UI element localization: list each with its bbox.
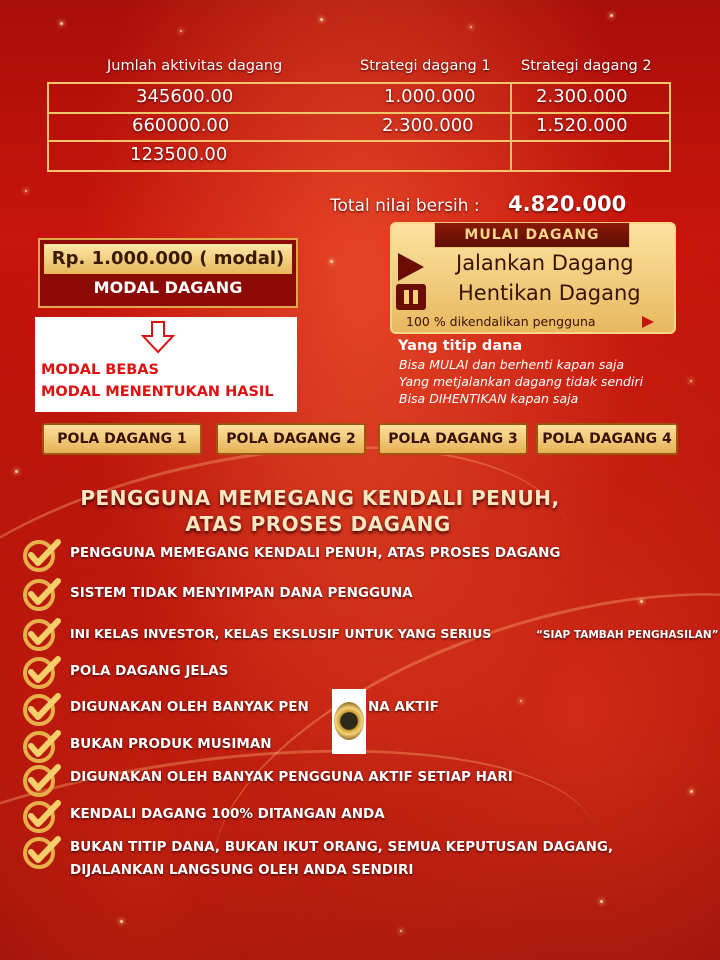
sparkle <box>180 30 182 32</box>
deposit-title: Yang titip dana <box>398 338 523 354</box>
table-cell: 345600.00 <box>136 86 234 107</box>
check-icon <box>22 537 62 573</box>
table-cell: 2.300.000 <box>536 86 628 107</box>
modal-subtitle: MODAL DAGANG <box>93 278 243 297</box>
deposit-line: Bisa DIHENTIKAN kapan saja <box>399 391 579 406</box>
check-icon <box>22 798 62 834</box>
table-column-divider <box>510 84 512 170</box>
sparkle <box>120 920 123 923</box>
sparkle <box>25 190 27 192</box>
pattern-button-3[interactable]: POLA DAGANG 3 <box>378 423 528 455</box>
checklist-item: KENDALI DAGANG 100% DITANGAN ANDA <box>70 806 385 822</box>
total-label: Total nilai bersih : <box>330 196 480 216</box>
checklist-item: BUKAN TITIP DANA, BUKAN IKUT ORANG, SEMUA KEPUTUSAN DAGANG, <box>70 839 614 855</box>
checklist-item: BUKAN PRODUK MUSIMAN <box>70 736 272 752</box>
modal-note-line: MODAL MENENTUKAN HASIL <box>41 384 274 400</box>
check-icon <box>22 834 62 870</box>
deposit-line: Yang metjalankan dagang tidak sendiri <box>399 374 644 389</box>
down-arrow-icon <box>140 319 176 355</box>
user-control-note: 100 % dikendalikan pengguna <box>406 314 596 329</box>
deposit-line: Bisa MULAI dan berhenti kapan saja <box>399 357 625 372</box>
checklist-item-continued: DIJALANKAN LANGSUNG OLEH ANDA SENDIRI <box>70 862 414 878</box>
table-row-divider <box>49 140 669 142</box>
check-icon <box>22 654 62 690</box>
modal-box <box>38 238 298 308</box>
run-trade-button[interactable]: Jalankan Dagang <box>456 251 634 275</box>
headline-line-2: ATAS PROSES DAGANG <box>185 512 451 536</box>
checklist-item: POLA DAGANG JELAS <box>70 663 229 679</box>
check-icon <box>22 691 62 727</box>
sparkle <box>600 900 603 903</box>
pattern-button-4[interactable]: POLA DAGANG 4 <box>536 423 678 455</box>
checklist-item: SISTEM TIDAK MENYIMPAN DANA PENGGUNA <box>70 585 413 601</box>
check-icon <box>22 616 62 652</box>
sparkle <box>470 26 472 28</box>
checklist-item: PENGGUNA MEMEGANG KENDALI PENUH, ATAS PROSES DAGANG <box>70 545 561 561</box>
checklist-item-tail: NA AKTIF <box>368 699 439 715</box>
table-cell: 1.000.000 <box>384 86 476 107</box>
table-header-strategy-2: Strategi dagang 2 <box>521 58 652 74</box>
play-icon[interactable] <box>398 253 424 281</box>
medal-icon <box>334 702 364 740</box>
pause-icon[interactable] <box>396 284 426 310</box>
sparkle <box>60 22 63 25</box>
total-value: 4.820.000 <box>508 192 627 216</box>
sparkle <box>400 930 402 932</box>
check-icon <box>22 728 62 764</box>
sparkle <box>690 380 692 382</box>
table-cell: 2.300.000 <box>382 115 474 136</box>
table-header-activity: Jumlah aktivitas dagang <box>107 58 283 74</box>
checklist-item: DIGUNAKAN OLEH BANYAK PEN <box>70 699 309 715</box>
modal-amount: Rp. 1.000.000 ( modal) <box>44 244 292 274</box>
sparkle <box>320 18 323 21</box>
table-cell: 660000.00 <box>132 115 230 136</box>
checklist-item: INI KELAS INVESTOR, KELAS EKSLUSIF UNTUK YANG SERIUS <box>70 626 492 641</box>
stop-trade-button[interactable]: Hentikan Dagang <box>458 281 641 305</box>
check-icon <box>22 762 62 798</box>
checklist-item: DIGUNAKAN OLEH BANYAK PENGGUNA AKTIF SETIAP HARI <box>70 769 513 785</box>
checklist-quote: “SIAP TAMBAH PENGHASILAN” <box>536 629 719 641</box>
pattern-button-1[interactable]: POLA DAGANG 1 <box>42 423 202 455</box>
sparkle <box>330 260 333 263</box>
modal-note-line: MODAL BEBAS <box>41 362 159 378</box>
sparkle <box>15 470 18 473</box>
headline-line-1: PENGGUNA MEMEGANG KENDALI PENUH, <box>80 486 560 510</box>
table-cell: 123500.00 <box>130 144 228 165</box>
table-cell: 1.520.000 <box>536 115 628 136</box>
table-row-divider <box>49 112 669 114</box>
sparkle <box>520 700 522 702</box>
check-icon <box>22 576 62 612</box>
arrow-right-icon <box>642 316 654 328</box>
pattern-button-2[interactable]: POLA DAGANG 2 <box>216 423 366 455</box>
sparkle <box>610 14 613 17</box>
table-header-strategy-1: Strategi dagang 1 <box>360 58 491 74</box>
start-trade-badge[interactable]: MULAI DAGANG <box>434 222 630 248</box>
sparkle <box>640 600 643 603</box>
sparkle <box>690 790 693 793</box>
